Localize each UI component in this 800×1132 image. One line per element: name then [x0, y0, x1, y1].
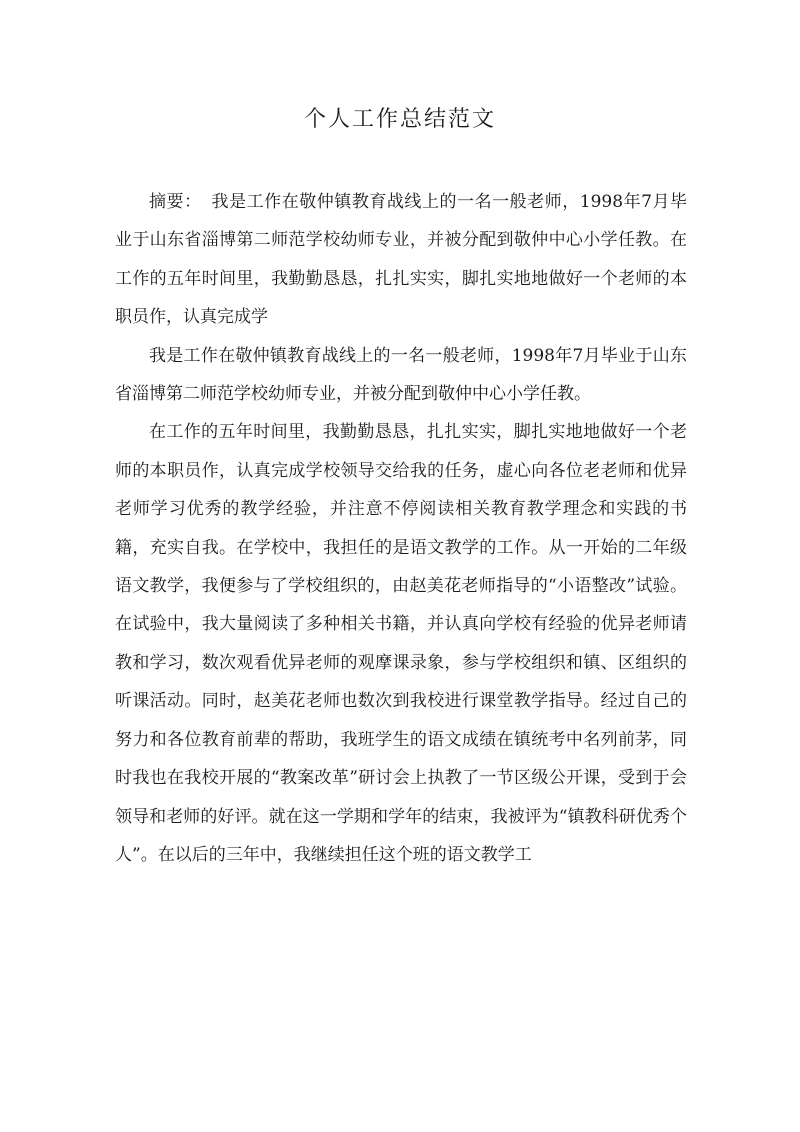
abstract-label: 摘要： [149, 192, 202, 212]
abstract-paragraph [115, 183, 687, 337]
document-title: 个人工作总结范文 [303, 107, 496, 132]
abstract-text: 我是工作在敬仲镇教育战线上的一名一般老师，1998年7月毕业于山东省淄博第二师范学校幼师专业，并被分配到敬仲中心小学任教。在工作的五年时间里，我勤勤恳恳，扎扎实实，脚扎实地地做好一个老师的本职员作，认真完成学 [115, 192, 688, 328]
body-paragraph-2: 在工作的五年时间里，我勤勤恳恳，扎扎实实，脚扎实地地做好一个老师的本职员作，认真完成学校领导交给我的任务，虚心向各位老老师和优异老师学习优秀的教学经验，并注意不停阅读相关教育教学理念和实践的书籍，充实自我。在学校中，我担任的是语文教学的工作。从一开始的二年级语文教学，我便参与了学校组织的，由赵美花老师指导的“小语整改”试验。在试验中，我大量阅读了多种相关书籍，并认真向学校有经验的优异老师请教和学习，数次观看优异老师的观摩课录象，参与学校组织和镇、区组织的听课活动。同时，赵美花老师也数次到我校进行课堂教学指导。经过自己的努力和各位教育前辈的帮助，我班学生的语文成绩在镇统考中名列前茅，同时我也在我校开展的“教案改革”研讨会上执教了一节区级公开课，受到于会领导和老师的好评。就在这一学期和学年的结束，我被评为“镇教科研优秀个人”。在以后的三年中，我继续担任这个班的语文教学工 [115, 422, 687, 865]
document-body [115, 183, 687, 874]
body-paragraph-1: 我是工作在敬仲镇教育战线上的一名一般老师，1998年7月毕业于山东省淄博第二师范学校幼师专业，并被分配到敬仲中心小学任教。 [115, 345, 687, 405]
